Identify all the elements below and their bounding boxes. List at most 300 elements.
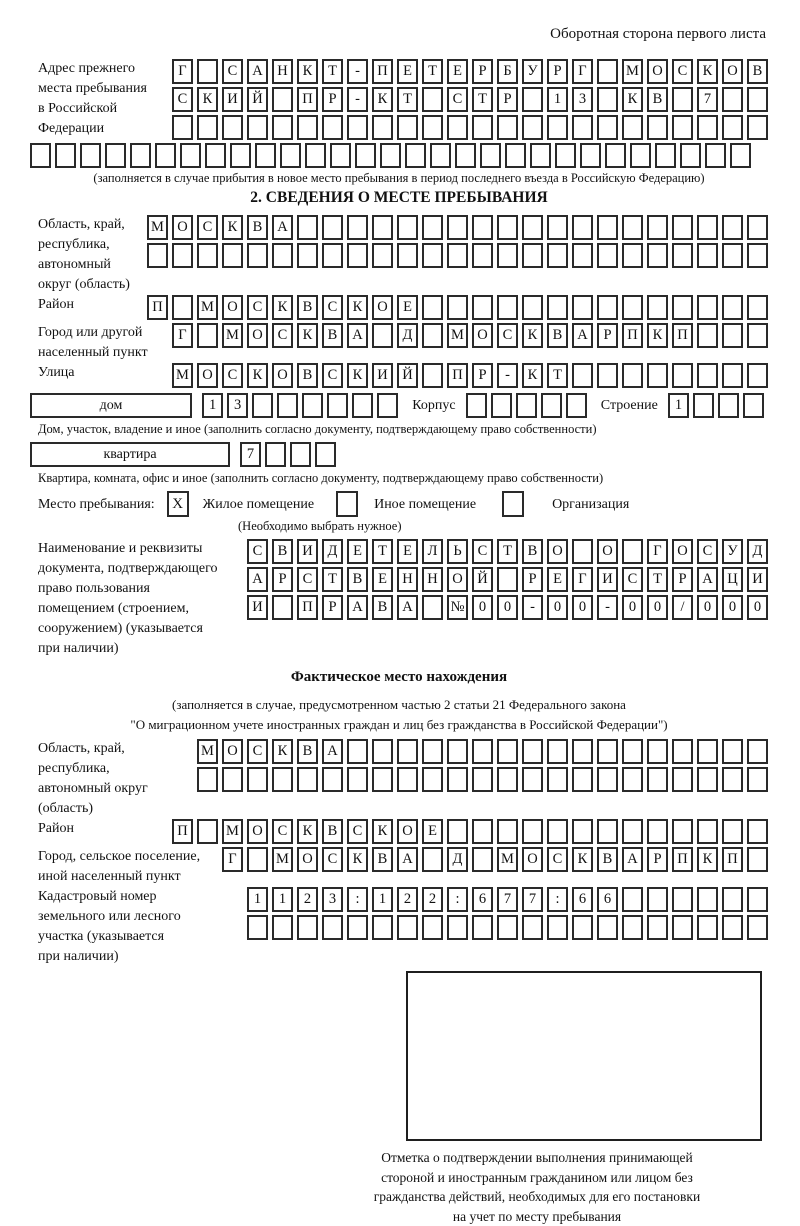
char-cell <box>722 915 743 940</box>
char-cell: В <box>322 323 343 348</box>
stay-type-note: (Необходимо выбрать нужное) <box>238 519 768 534</box>
char-cell <box>347 915 368 940</box>
char-cell <box>722 767 743 792</box>
char-cell: А <box>347 595 368 620</box>
char-cell <box>255 143 276 168</box>
char-cell: О <box>197 363 218 388</box>
char-cell <box>697 739 718 764</box>
char-cell <box>372 323 393 348</box>
char-cell <box>697 215 718 240</box>
char-cell <box>447 819 468 844</box>
label-line: земельного или лесного <box>38 907 243 927</box>
char-cell: Е <box>447 59 468 84</box>
char-cell: А <box>572 323 593 348</box>
char-cell: П <box>172 819 193 844</box>
cadastre-block <box>30 887 768 967</box>
char-cell: Р <box>322 595 343 620</box>
char-cell <box>466 393 487 418</box>
char-cell <box>747 847 768 872</box>
char-cell <box>197 115 218 140</box>
char-cell <box>497 915 518 940</box>
char-cell <box>705 143 726 168</box>
char-cell: О <box>372 295 393 320</box>
char-cell: К <box>297 323 318 348</box>
char-cell: : <box>347 887 368 912</box>
actual-raion-row <box>168 819 768 844</box>
char-cell <box>622 887 643 912</box>
char-cell <box>747 363 768 388</box>
char-cell <box>622 767 643 792</box>
char-cell <box>547 739 568 764</box>
char-cell <box>172 295 193 320</box>
char-cell: - <box>347 59 368 84</box>
char-cell: 1 <box>372 887 393 912</box>
char-cell: С <box>322 847 343 872</box>
char-cell: О <box>522 847 543 872</box>
char-cell <box>497 567 518 592</box>
char-cell <box>472 243 493 268</box>
char-cell <box>272 115 293 140</box>
char-cell: П <box>622 323 643 348</box>
char-cell: М <box>497 847 518 872</box>
char-cell: П <box>672 847 693 872</box>
char-cell <box>747 819 768 844</box>
doc-label <box>30 539 243 659</box>
char-cell <box>447 295 468 320</box>
actual-location-title: Фактическое место нахождения <box>30 669 768 686</box>
char-cell <box>572 115 593 140</box>
char-cell <box>352 393 373 418</box>
char-cell: 0 <box>747 595 768 620</box>
char-cell <box>722 295 743 320</box>
char-cell: В <box>372 847 393 872</box>
label-line: "О миграционном учете иностранных граждан и лиц без гражданства в Российской Федерации") <box>30 715 768 735</box>
char-cell <box>622 363 643 388</box>
char-cell: 7 <box>240 442 261 467</box>
char-cell <box>647 819 668 844</box>
char-cell <box>572 539 593 564</box>
char-cell <box>672 115 693 140</box>
char-cell: С <box>247 295 268 320</box>
char-cell <box>422 295 443 320</box>
char-cell: Г <box>572 567 593 592</box>
actual-gorod-block <box>30 847 768 887</box>
char-cell: Е <box>422 819 443 844</box>
char-cell: П <box>297 595 318 620</box>
char-cell <box>555 143 576 168</box>
char-cell: А <box>322 739 343 764</box>
label-line: при наличии) <box>38 639 243 659</box>
char-cell: 2 <box>422 887 443 912</box>
char-cell: С <box>672 59 693 84</box>
actual-raion-block <box>30 819 768 847</box>
char-cell <box>547 819 568 844</box>
char-cell <box>722 115 743 140</box>
char-cell: О <box>672 539 693 564</box>
char-cell <box>197 767 218 792</box>
char-cell <box>222 115 243 140</box>
stay-type-checkbox-org <box>502 491 524 517</box>
char-cell: А <box>397 595 418 620</box>
char-cell: Л <box>422 539 443 564</box>
registration-stamp-box <box>406 971 762 1141</box>
label-line: документа, подтверждающего <box>38 559 243 579</box>
label-line: республика, <box>38 235 143 255</box>
char-cell <box>372 115 393 140</box>
char-cell: 7 <box>497 887 518 912</box>
label-line: (заполняется в случае, предусмотренном частью 2 статьи 21 Федерального закона <box>30 695 768 715</box>
char-cell <box>747 887 768 912</box>
char-cell: К <box>347 295 368 320</box>
char-cell <box>80 143 101 168</box>
char-cell <box>347 243 368 268</box>
char-cell: О <box>222 739 243 764</box>
char-cell: Т <box>422 59 443 84</box>
stay-type-checkbox-zhiloe: X <box>167 491 189 517</box>
label-line: автономный округ <box>38 779 193 799</box>
char-cell <box>347 115 368 140</box>
prev-address-label <box>30 59 168 139</box>
char-cell <box>647 363 668 388</box>
char-cell: И <box>222 87 243 112</box>
char-cell: 0 <box>722 595 743 620</box>
char-cell: № <box>447 595 468 620</box>
char-cell <box>497 767 518 792</box>
char-cell: В <box>297 739 318 764</box>
char-cell: К <box>297 819 318 844</box>
char-cell: К <box>572 847 593 872</box>
prev-address-note: (заполняется в случае прибытия в новое место пребывания в период последнего въезда в Российскую Федерацию) <box>30 171 768 186</box>
char-cell <box>497 115 518 140</box>
char-cell <box>497 215 518 240</box>
actual-gorod-row <box>218 847 768 872</box>
char-cell: 0 <box>572 595 593 620</box>
ulitsa-block <box>30 363 768 391</box>
char-cell: 1 <box>202 393 223 418</box>
char-cell <box>672 819 693 844</box>
label-line: Адрес прежнего <box>38 59 168 79</box>
char-cell: А <box>247 567 268 592</box>
char-cell: Р <box>472 59 493 84</box>
char-cell: И <box>747 567 768 592</box>
char-cell <box>422 915 443 940</box>
char-cell: В <box>272 539 293 564</box>
char-cell: 3 <box>322 887 343 912</box>
char-cell: М <box>447 323 468 348</box>
char-cell: О <box>172 215 193 240</box>
char-cell: С <box>247 739 268 764</box>
char-cell <box>315 442 336 467</box>
char-cell: 1 <box>547 87 568 112</box>
char-cell: В <box>247 215 268 240</box>
actual-oblast-row-2 <box>193 767 768 792</box>
char-cell: Р <box>647 847 668 872</box>
char-cell <box>743 393 764 418</box>
char-cell <box>605 143 626 168</box>
char-cell <box>247 115 268 140</box>
dom-cells <box>202 393 402 418</box>
char-cell <box>497 295 518 320</box>
char-cell <box>272 595 293 620</box>
char-cell: В <box>597 847 618 872</box>
char-cell <box>722 819 743 844</box>
actual-gorod-label <box>30 847 218 887</box>
char-cell <box>622 915 643 940</box>
char-cell: П <box>147 295 168 320</box>
char-cell: П <box>672 323 693 348</box>
char-cell: 0 <box>497 595 518 620</box>
char-cell: Т <box>547 363 568 388</box>
char-cell <box>472 115 493 140</box>
char-cell <box>372 767 393 792</box>
char-cell: 0 <box>697 595 718 620</box>
label-line: участка (указывается <box>38 927 243 947</box>
char-cell: М <box>197 295 218 320</box>
char-cell <box>597 819 618 844</box>
char-cell: О <box>222 295 243 320</box>
char-cell <box>547 767 568 792</box>
char-cell <box>597 739 618 764</box>
char-cell <box>522 295 543 320</box>
char-cell: К <box>622 87 643 112</box>
char-cell: И <box>247 595 268 620</box>
label-line: Область, край, <box>38 215 143 235</box>
doc-row-3 <box>243 595 768 620</box>
char-cell <box>597 115 618 140</box>
char-cell: Е <box>547 567 568 592</box>
char-cell <box>622 215 643 240</box>
char-cell: П <box>372 59 393 84</box>
char-cell: Д <box>322 539 343 564</box>
char-cell: М <box>222 323 243 348</box>
char-cell: 6 <box>572 887 593 912</box>
char-cell <box>672 215 693 240</box>
char-cell <box>547 915 568 940</box>
char-cell: 0 <box>472 595 493 620</box>
char-cell <box>516 393 537 418</box>
char-cell <box>672 87 693 112</box>
label-line: Область, край, <box>38 739 193 759</box>
oblast-row-2 <box>143 243 768 268</box>
char-cell <box>597 59 618 84</box>
char-cell <box>597 215 618 240</box>
char-cell <box>322 115 343 140</box>
char-cell <box>302 393 323 418</box>
char-cell: Е <box>397 539 418 564</box>
char-cell: К <box>522 323 543 348</box>
char-cell: С <box>272 323 293 348</box>
oblast-block <box>30 215 768 295</box>
char-cell <box>697 243 718 268</box>
char-cell <box>697 887 718 912</box>
char-cell: 1 <box>668 393 689 418</box>
label-line: Наименование и реквизиты <box>38 539 243 559</box>
raion-label: Район <box>30 295 143 315</box>
char-cell <box>505 143 526 168</box>
char-cell <box>697 295 718 320</box>
char-cell <box>722 363 743 388</box>
char-cell <box>491 393 512 418</box>
char-cell: Р <box>472 363 493 388</box>
char-cell: Н <box>422 567 443 592</box>
char-cell <box>297 215 318 240</box>
char-cell: М <box>172 363 193 388</box>
stay-type-label: Место пребывания: <box>30 492 155 517</box>
char-cell: И <box>372 363 393 388</box>
char-cell: 3 <box>227 393 248 418</box>
label-line: иной населенный пункт <box>38 867 218 887</box>
cadastre-label <box>30 887 243 967</box>
korpus-label: Корпус <box>412 393 455 418</box>
char-cell <box>622 115 643 140</box>
char-cell <box>572 243 593 268</box>
char-cell: С <box>697 539 718 564</box>
char-cell: П <box>447 363 468 388</box>
label-line: Город, сельское поселение, <box>38 847 218 867</box>
char-cell <box>566 393 587 418</box>
char-cell <box>222 767 243 792</box>
char-cell: Т <box>372 539 393 564</box>
char-cell <box>647 767 668 792</box>
char-cell <box>230 143 251 168</box>
char-cell: 7 <box>697 87 718 112</box>
char-cell: Т <box>497 539 518 564</box>
char-cell <box>55 143 76 168</box>
char-cell <box>647 243 668 268</box>
prev-address-row-1 <box>168 59 768 84</box>
char-cell <box>747 323 768 348</box>
char-cell <box>472 819 493 844</box>
char-cell <box>647 739 668 764</box>
char-cell: А <box>697 567 718 592</box>
char-cell <box>547 295 568 320</box>
label-line: округ (область) <box>38 275 143 295</box>
gorod-row <box>168 323 768 348</box>
char-cell: О <box>247 323 268 348</box>
kvartira-caption: Квартира, комната, офис и иное (заполнить согласно документу, подтверждающему право собственности) <box>30 470 768 487</box>
char-cell <box>672 295 693 320</box>
kvartira-cells <box>240 442 340 467</box>
char-cell <box>422 847 443 872</box>
actual-oblast-block <box>30 739 768 819</box>
char-cell: - <box>347 87 368 112</box>
char-cell: О <box>447 567 468 592</box>
char-cell <box>347 739 368 764</box>
label-line: право пользования <box>38 579 243 599</box>
char-cell: О <box>647 59 668 84</box>
char-cell <box>722 87 743 112</box>
char-cell: У <box>722 539 743 564</box>
char-cell <box>30 143 51 168</box>
char-cell <box>355 143 376 168</box>
char-cell <box>522 215 543 240</box>
char-cell: / <box>672 595 693 620</box>
char-cell <box>472 295 493 320</box>
label-line: республика, <box>38 759 193 779</box>
char-cell: К <box>697 59 718 84</box>
char-cell <box>530 143 551 168</box>
char-cell <box>647 215 668 240</box>
char-cell <box>693 393 714 418</box>
char-cell <box>422 767 443 792</box>
char-cell: И <box>297 539 318 564</box>
char-cell <box>572 767 593 792</box>
stamp-caption <box>306 1148 768 1226</box>
char-cell <box>197 243 218 268</box>
char-cell <box>252 393 273 418</box>
stroenie-cells <box>668 393 768 418</box>
char-cell <box>597 767 618 792</box>
char-cell: К <box>347 847 368 872</box>
char-cell <box>522 915 543 940</box>
char-cell: О <box>722 59 743 84</box>
char-cell <box>205 143 226 168</box>
char-cell <box>155 143 176 168</box>
char-cell: Т <box>647 567 668 592</box>
char-cell: 1 <box>272 887 293 912</box>
char-cell <box>447 915 468 940</box>
char-cell <box>472 847 493 872</box>
stay-type-option-inoe-label: Иное помещение <box>374 492 476 517</box>
char-cell <box>422 323 443 348</box>
char-cell <box>172 243 193 268</box>
char-cell <box>422 595 443 620</box>
char-cell <box>397 739 418 764</box>
char-cell: К <box>247 363 268 388</box>
stroenie-label: Строение <box>601 393 658 418</box>
char-cell <box>247 915 268 940</box>
char-cell: Г <box>172 323 193 348</box>
char-cell <box>597 915 618 940</box>
char-cell <box>680 143 701 168</box>
char-cell: О <box>472 323 493 348</box>
char-cell <box>622 243 643 268</box>
char-cell <box>672 887 693 912</box>
char-cell: Р <box>497 87 518 112</box>
char-cell: Т <box>472 87 493 112</box>
char-cell <box>597 87 618 112</box>
doc-block <box>30 539 768 659</box>
prev-address-row-3 <box>168 115 768 140</box>
char-cell: А <box>622 847 643 872</box>
char-cell <box>247 767 268 792</box>
char-cell <box>105 143 126 168</box>
char-cell: С <box>347 819 368 844</box>
char-cell <box>622 539 643 564</box>
char-cell: Р <box>522 567 543 592</box>
char-cell <box>290 442 311 467</box>
char-cell <box>718 393 739 418</box>
char-cell: К <box>272 739 293 764</box>
char-cell: Р <box>272 567 293 592</box>
char-cell: К <box>272 295 293 320</box>
char-cell: С <box>547 847 568 872</box>
char-cell <box>422 115 443 140</box>
char-cell: О <box>597 539 618 564</box>
char-cell <box>422 243 443 268</box>
char-cell <box>572 295 593 320</box>
char-cell <box>580 143 601 168</box>
char-cell <box>722 243 743 268</box>
actual-location-note <box>30 695 768 735</box>
char-cell <box>597 363 618 388</box>
char-cell: П <box>722 847 743 872</box>
label-line: Город или другой <box>38 323 168 343</box>
dom-box: дом <box>30 393 192 418</box>
char-cell: К <box>222 215 243 240</box>
label-line: стороной и иностранным гражданином или лицом без <box>306 1168 768 1188</box>
char-cell: Г <box>572 59 593 84</box>
